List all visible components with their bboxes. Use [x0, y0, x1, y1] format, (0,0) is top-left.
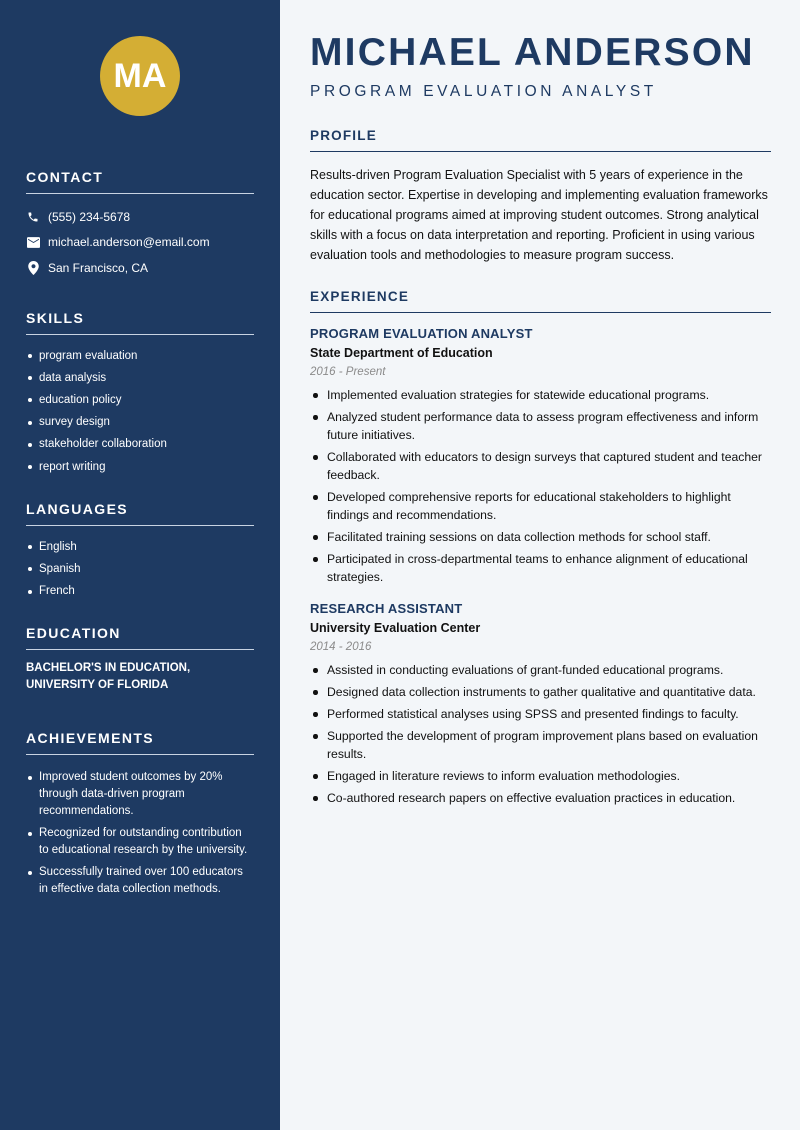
job-dates: 2014 - 2016 [310, 641, 372, 653]
job-title: PROGRAM EVALUATION ANALYST [310, 326, 533, 341]
avatar: MA [100, 36, 180, 116]
skill-item: education policy [26, 389, 254, 411]
job-company: University Evaluation Center [310, 621, 481, 635]
contact-section [26, 169, 254, 281]
job-bullet: Analyzed student performance data to assess program effectiveness and inform future initiatives. [310, 408, 771, 444]
languages-heading: LANGUAGES [26, 501, 254, 526]
skills-section [26, 310, 254, 478]
job-bullets [310, 386, 771, 586]
skill-item: stakeholder collaboration [26, 433, 254, 455]
skill-item: survey design [26, 411, 254, 433]
sidebar [0, 0, 280, 1130]
education-section [26, 625, 254, 694]
language-item: English [26, 536, 254, 558]
skill-item: report writing [26, 456, 254, 478]
skills-list [26, 345, 254, 478]
contact-phone [26, 204, 254, 230]
contact-heading: CONTACT [26, 169, 254, 194]
degree-line-1: BACHELOR'S IN EDUCATION, [26, 662, 191, 675]
job-bullet: Collaborated with educators to design surveys that captured student and teacher feedback. [310, 448, 771, 484]
achievement-item: Recognized for outstanding contribution to educational research by the university. [26, 825, 254, 859]
location-pin-icon [26, 261, 40, 275]
skills-heading: SKILLS [26, 310, 254, 335]
achievement-item: Improved student outcomes by 20% through data-driven program recommendations. [26, 769, 254, 820]
job-dates: 2016 - Present [310, 366, 386, 378]
job-bullet: Supported the development of program improvement plans based on evaluation results. [310, 727, 771, 763]
language-item: Spanish [26, 558, 254, 580]
job-title: RESEARCH ASSISTANT [310, 601, 463, 616]
experience-heading: EXPERIENCE [310, 289, 771, 313]
phone-icon [26, 210, 40, 224]
education-heading: EDUCATION [26, 625, 254, 650]
experience-section [310, 289, 771, 807]
job-bullet: Participated in cross-departmental teams to enhance alignment of educational strategies. [310, 550, 771, 586]
job-bullets [310, 661, 771, 807]
achievements-list [26, 769, 254, 898]
candidate-role: PROGRAM EVALUATION ANALYST [310, 83, 657, 100]
profile-text: Results-driven Program Evaluation Specialist with 5 years of experience in the education sector. Expertise in developing and implementing evaluation frameworks for educational programs aimed at improving student outcomes. Strong analytical skills with a focus on data interpretation and reporting. Proficient in using various evaluation tools and methodologies to measure program success. [310, 168, 768, 262]
languages-list [26, 536, 254, 603]
email-text: michael.anderson@email.com [48, 235, 210, 250]
profile-heading: PROFILE [310, 128, 771, 152]
job-bullet: Developed comprehensive reports for educational stakeholders to highlight findings and recommendations. [310, 488, 771, 524]
candidate-name: MICHAEL ANDERSON [310, 31, 755, 74]
degree-line-2: UNIVERSITY OF FLORIDA [26, 679, 169, 692]
job-bullet: Implemented evaluation strategies for statewide educational programs. [310, 386, 771, 404]
job-bullet: Facilitated training sessions on data collection methods for school staff. [310, 528, 771, 546]
achievements-heading: ACHIEVEMENTS [26, 730, 254, 755]
contact-location [26, 255, 254, 281]
contact-email [26, 230, 254, 256]
email-icon [26, 235, 40, 249]
achievement-item: Successfully trained over 100 educators in effective data collection methods. [26, 864, 254, 898]
achievements-section [26, 730, 254, 898]
location-text: San Francisco, CA [48, 260, 149, 275]
job-bullet: Co-authored research papers on effective evaluation practices in education. [310, 789, 771, 807]
languages-section [26, 501, 254, 603]
skill-item: program evaluation [26, 345, 254, 367]
job-company: State Department of Education [310, 346, 493, 360]
job-entry [310, 601, 771, 807]
job-bullet: Performed statistical analyses using SPSS and presented findings to faculty. [310, 705, 771, 723]
main-content [280, 0, 800, 1130]
profile-section [310, 128, 771, 265]
job-bullet: Designed data collection instruments to gather qualitative and quantitative data. [310, 683, 771, 701]
job-entry [310, 326, 771, 586]
job-bullet: Assisted in conducting evaluations of grant-funded educational programs. [310, 661, 771, 679]
job-bullet: Engaged in literature reviews to inform evaluation methodologies. [310, 767, 771, 785]
phone-text: (555) 234-5678 [48, 209, 131, 224]
language-item: French [26, 580, 254, 602]
skill-item: data analysis [26, 367, 254, 389]
